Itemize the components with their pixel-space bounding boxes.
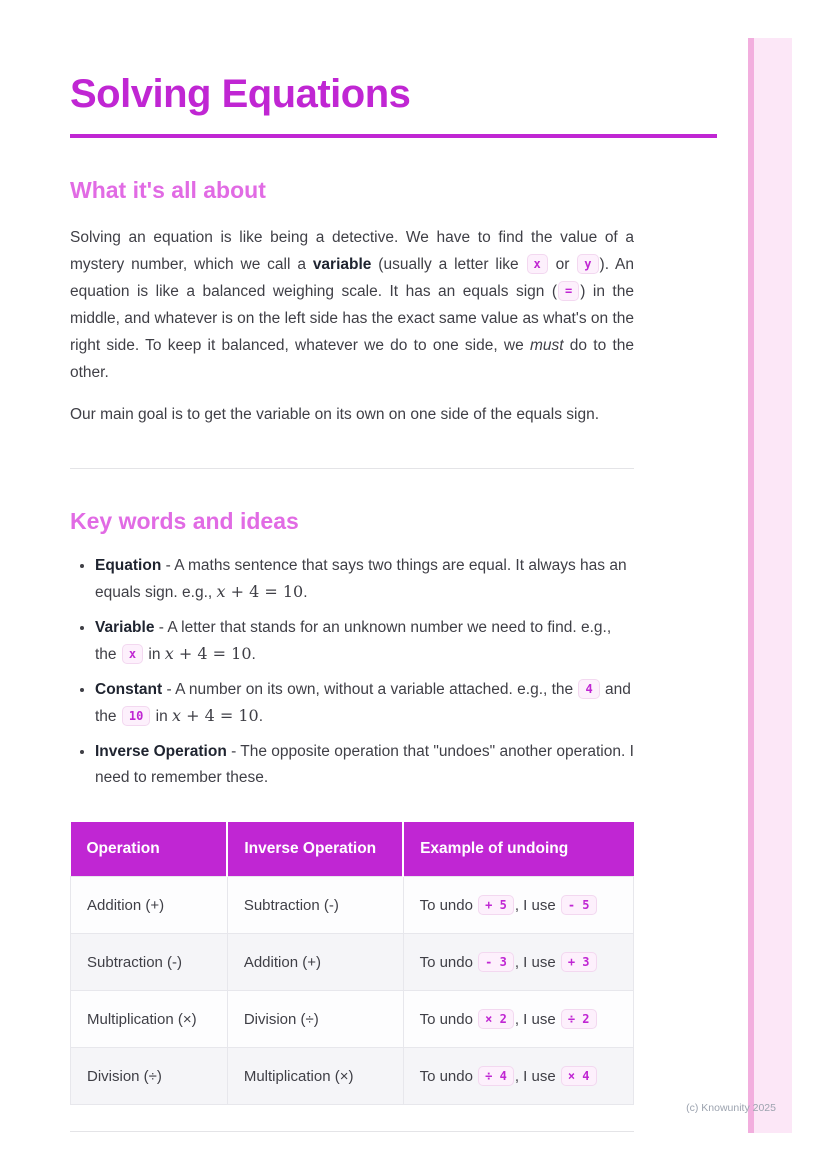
text-segment: To undo xyxy=(419,1011,478,1028)
operation-cell: Division (÷) xyxy=(71,1048,228,1105)
list-item-inverse-operation xyxy=(95,739,634,790)
operation-cell: Multiplication (×) xyxy=(71,991,228,1048)
text-segment: . xyxy=(303,583,308,601)
math-expression xyxy=(172,706,259,725)
list-item-equation xyxy=(95,553,634,605)
inline-code-chip: 10 xyxy=(122,706,150,726)
column-header-inverse: Inverse Operation xyxy=(227,822,403,877)
example-cell xyxy=(403,934,633,991)
keyword-list xyxy=(70,553,634,790)
title-rule xyxy=(70,134,717,138)
text-segment: . xyxy=(258,707,264,725)
section-heading-about: What it's all about xyxy=(70,177,266,203)
inline-code-chip: - 5 xyxy=(561,895,597,915)
text-segment: , I use xyxy=(514,897,560,914)
math-variable: x xyxy=(164,643,174,663)
inline-code-chip: y xyxy=(577,254,598,274)
operation-cell: Addition (+) xyxy=(71,877,228,934)
italic-text: must xyxy=(529,337,564,354)
inverse-operations-table xyxy=(70,822,634,1105)
inverse-cell: Division (÷) xyxy=(227,991,403,1048)
text-segment: or xyxy=(548,256,577,273)
text-segment: To undo xyxy=(419,1068,478,1085)
text-segment: , I use xyxy=(514,1068,560,1085)
inverse-cell: Multiplication (×) xyxy=(227,1048,403,1105)
math-expression xyxy=(165,644,252,663)
inverse-cell: Subtraction (-) xyxy=(227,877,403,934)
inline-code-chip: × 4 xyxy=(561,1066,597,1086)
text-segment: To undo xyxy=(419,897,478,914)
math-rest: + 4 = 10 xyxy=(173,643,252,663)
goal-paragraph: Our main goal is to get the variable on its own on one side of the equals sign. xyxy=(70,406,600,423)
column-header-operation: Operation xyxy=(71,822,228,877)
inline-code-chip: - 3 xyxy=(478,952,514,972)
page-title: Solving Equations xyxy=(70,72,411,116)
inline-code-chip: x xyxy=(527,254,548,274)
copyright-footer: (c) Knowunity 2025 xyxy=(686,1102,776,1114)
math-expression xyxy=(217,582,304,601)
bold-term: Constant xyxy=(95,681,163,698)
table-row xyxy=(71,1048,634,1105)
text-segment: ) in the middle, and whatever is on the left side has the exact same value as what's on the right side. To keep it balanced, whatever we do to one side, we xyxy=(70,283,634,354)
inline-code-chip: 4 xyxy=(578,679,599,699)
bold-term: Variable xyxy=(95,619,155,636)
text-segment: in xyxy=(144,645,165,663)
inline-code-chip: x xyxy=(122,644,143,664)
text-segment: - The opposite operation that "undoes" another operation. I need to remember these. xyxy=(95,743,634,786)
about-paragraph xyxy=(70,224,634,386)
text-segment: - A maths sentence that says two things are equal. It always has an equals sign. e.g., xyxy=(95,557,627,601)
example-cell xyxy=(403,991,633,1048)
bold-term: variable xyxy=(312,256,372,273)
text-segment: Solving an equation is like being a detective. We have to find the value of a mystery number, which we call a xyxy=(70,229,634,273)
text-segment: ). An equation is like a balanced weighing scale. It has an equals sign ( xyxy=(70,256,634,300)
text-segment: (usually a letter like xyxy=(371,256,526,273)
bold-term: Inverse Operation xyxy=(95,743,227,760)
math-variable: x xyxy=(216,581,226,601)
list-item-variable xyxy=(95,615,634,667)
math-variable: x xyxy=(172,705,182,725)
list-item-constant xyxy=(95,677,634,729)
math-rest: + 4 = 10 xyxy=(225,581,304,601)
operation-cell: Subtraction (-) xyxy=(71,934,228,991)
table-row xyxy=(71,991,634,1048)
example-cell xyxy=(403,877,633,934)
text-segment: - A letter that stands for an unknown number we need to find. e.g., the xyxy=(95,619,612,663)
inverse-cell: Addition (+) xyxy=(227,934,403,991)
column-header-example: Example of undoing xyxy=(403,822,633,877)
section-divider xyxy=(70,468,634,469)
text-segment: - A number on its own, without a variable attached. e.g., the xyxy=(162,681,578,698)
inline-code-chip: ÷ 4 xyxy=(478,1066,514,1086)
table-row xyxy=(71,877,634,934)
content xyxy=(70,0,634,1132)
section-heading-keywords: Key words and ideas xyxy=(70,508,299,534)
inline-code-chip: + 5 xyxy=(478,895,514,915)
table-row xyxy=(71,934,634,991)
inline-code-chip: + 3 xyxy=(561,952,597,972)
text-segment: , I use xyxy=(514,954,560,971)
bold-term: Equation xyxy=(95,557,162,574)
example-cell xyxy=(403,1048,633,1105)
table-header-row xyxy=(71,822,634,877)
text-segment: do to the other. xyxy=(70,337,634,381)
text-segment: in xyxy=(151,707,172,725)
inline-code-chip: ÷ 2 xyxy=(561,1009,597,1029)
bottom-divider xyxy=(70,1131,634,1132)
text-segment: . xyxy=(251,645,256,663)
text-segment: To undo xyxy=(419,954,478,971)
text-segment: , I use xyxy=(514,1011,560,1028)
math-rest: + 4 = 10 xyxy=(181,705,259,725)
inline-code-chip: = xyxy=(558,281,579,301)
inline-code-chip: × 2 xyxy=(478,1009,514,1029)
text-segment: and the xyxy=(95,681,631,725)
side-strip xyxy=(748,38,792,1133)
